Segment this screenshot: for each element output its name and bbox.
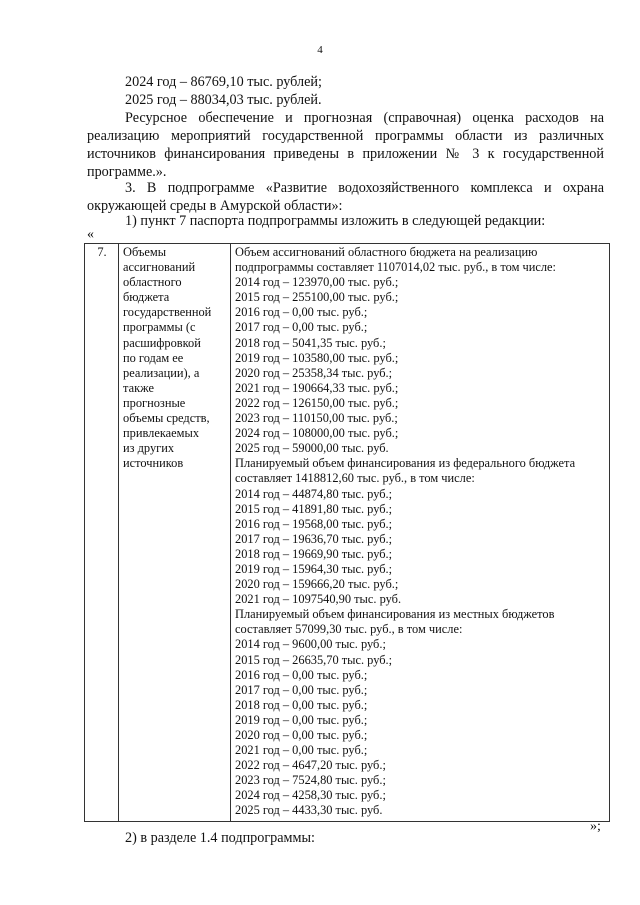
- content-line: 2021 год – 190664,33 тыс. руб.;: [235, 380, 399, 395]
- content-line: 2015 год – 255100,00 тыс. руб.;: [235, 290, 399, 305]
- content-line: 2016 год – 0,00 тыс. руб.;: [235, 667, 368, 682]
- label-line: привлекаемых: [123, 426, 200, 441]
- content-line: составляет 57099,30 тыс. руб., в том числе:: [235, 622, 463, 637]
- content-line: подпрограммы составляет 1107014,02 тыс. руб., в том числе:: [235, 260, 556, 275]
- content-line: 2022 год – 126150,00 тыс. руб.;: [235, 395, 399, 410]
- label-line: объемы средств,: [123, 411, 210, 426]
- content-line: 2015 год – 41891,80 тыс. руб.;: [235, 501, 393, 516]
- label-line: источников: [123, 456, 184, 471]
- content-line: 2021 год – 0,00 тыс. руб.;: [235, 743, 368, 758]
- content-line: 2020 год – 25358,34 тыс. руб.;: [235, 365, 393, 380]
- content-line: 2019 год – 15964,30 тыс. руб.;: [235, 561, 393, 576]
- content-line: 2023 год – 110150,00 тыс. руб.;: [235, 411, 398, 426]
- content-line: составляет 1418812,60 тыс. руб., в том числе:: [235, 471, 475, 486]
- label-line: по годам ее: [123, 350, 184, 365]
- content-line: 2014 год – 44874,80 тыс. руб.;: [235, 486, 393, 501]
- row-content: [231, 244, 610, 822]
- content-line: 2018 год – 0,00 тыс. руб.;: [235, 697, 368, 712]
- content-line: 2017 год – 0,00 тыс. руб.;: [235, 682, 368, 697]
- content-line: 2021 год – 1097540,90 тыс. руб.: [235, 592, 402, 607]
- label-line: реализации), а: [123, 365, 200, 380]
- passport-table: [84, 243, 610, 822]
- content-line: 2014 год – 9600,00 тыс. руб.;: [235, 637, 386, 652]
- content-line: 2024 год – 108000,00 тыс. руб.;: [235, 426, 399, 441]
- label-line: государственной: [123, 305, 212, 320]
- item-1-line: 1) пункт 7 паспорта подпрограммы изложить в следующей редакции:: [125, 213, 546, 229]
- content-line: 2020 год – 0,00 тыс. руб.;: [235, 728, 368, 742]
- content-line: 2023 год – 7524,80 тыс. руб.;: [235, 773, 386, 788]
- label-line: Объемы: [123, 245, 167, 259]
- row-label: [119, 244, 231, 822]
- content-line: 2015 год – 26635,70 тыс. руб.;: [235, 652, 393, 667]
- subprogram-paragraph: 3. В подпрограмме «Развитие водохозяйственного комплекса и охрана окружающей среды в Амурской области»:: [87, 180, 604, 214]
- content-line: 2016 год – 0,00 тыс. руб.;: [235, 305, 368, 320]
- label-line: областного: [123, 275, 182, 290]
- content-line: 2018 год – 19669,90 тыс. руб.;: [235, 546, 393, 561]
- open-quote: «: [87, 227, 94, 242]
- content-line: Объем ассигнований областного бюджета на реализацию: [235, 245, 538, 259]
- content-line: 2019 год – 0,00 тыс. руб.;: [235, 712, 368, 727]
- content-line: 2019 год – 103580,00 тыс. руб.;: [235, 350, 399, 365]
- resource-paragraph: Ресурсное обеспечение и прогнозная (справочная) оценка расходов на реализацию мероприятий государственной программы области из различных источников финансирования приведены в приложении № 3 к государственной программе.».: [87, 110, 604, 180]
- table-row: [85, 244, 610, 822]
- content-line: 2016 год – 19568,00 тыс. руб.;: [235, 516, 393, 531]
- label-line: ассигнований: [123, 260, 196, 275]
- content-line: 2022 год – 4647,20 тыс. руб.;: [235, 758, 386, 773]
- content-line: 2017 год – 19636,70 тыс. руб.;: [235, 531, 393, 546]
- label-line: расшифровкой: [123, 335, 201, 350]
- content-line: Планируемый объем финансирования из федерального бюджета: [235, 456, 576, 471]
- content-line: 2018 год – 5041,35 тыс. руб.;: [235, 335, 386, 350]
- row-number: 7.: [85, 244, 119, 822]
- page-number: 4: [317, 44, 323, 56]
- label-line: бюджета: [123, 290, 170, 305]
- budget-line-2024: 2024 год – 86769,10 тыс. рублей;: [125, 74, 322, 90]
- close-quote: »;: [590, 819, 601, 834]
- label-line: программы (с: [123, 320, 196, 335]
- label-line: также: [123, 380, 154, 395]
- content-line: 2025 год – 4433,30 тыс. руб.: [235, 803, 383, 818]
- item-2-line: 2) в разделе 1.4 подпрограммы:: [125, 830, 315, 846]
- label-line: прогнозные: [123, 395, 186, 410]
- content-line: Планируемый объем финансирования из местных бюджетов: [235, 607, 555, 622]
- content-line: 2025 год – 59000,00 тыс. руб.: [235, 441, 389, 456]
- label-line: из других: [123, 441, 175, 456]
- content-line: 2024 год – 4258,30 тыс. руб.;: [235, 788, 386, 803]
- content-line: 2014 год – 123970,00 тыс. руб.;: [235, 275, 399, 290]
- content-line: 2020 год – 159666,20 тыс. руб.;: [235, 577, 399, 592]
- content-line: 2017 год – 0,00 тыс. руб.;: [235, 320, 368, 335]
- budget-line-2025: 2025 год – 88034,03 тыс. рублей.: [125, 92, 322, 108]
